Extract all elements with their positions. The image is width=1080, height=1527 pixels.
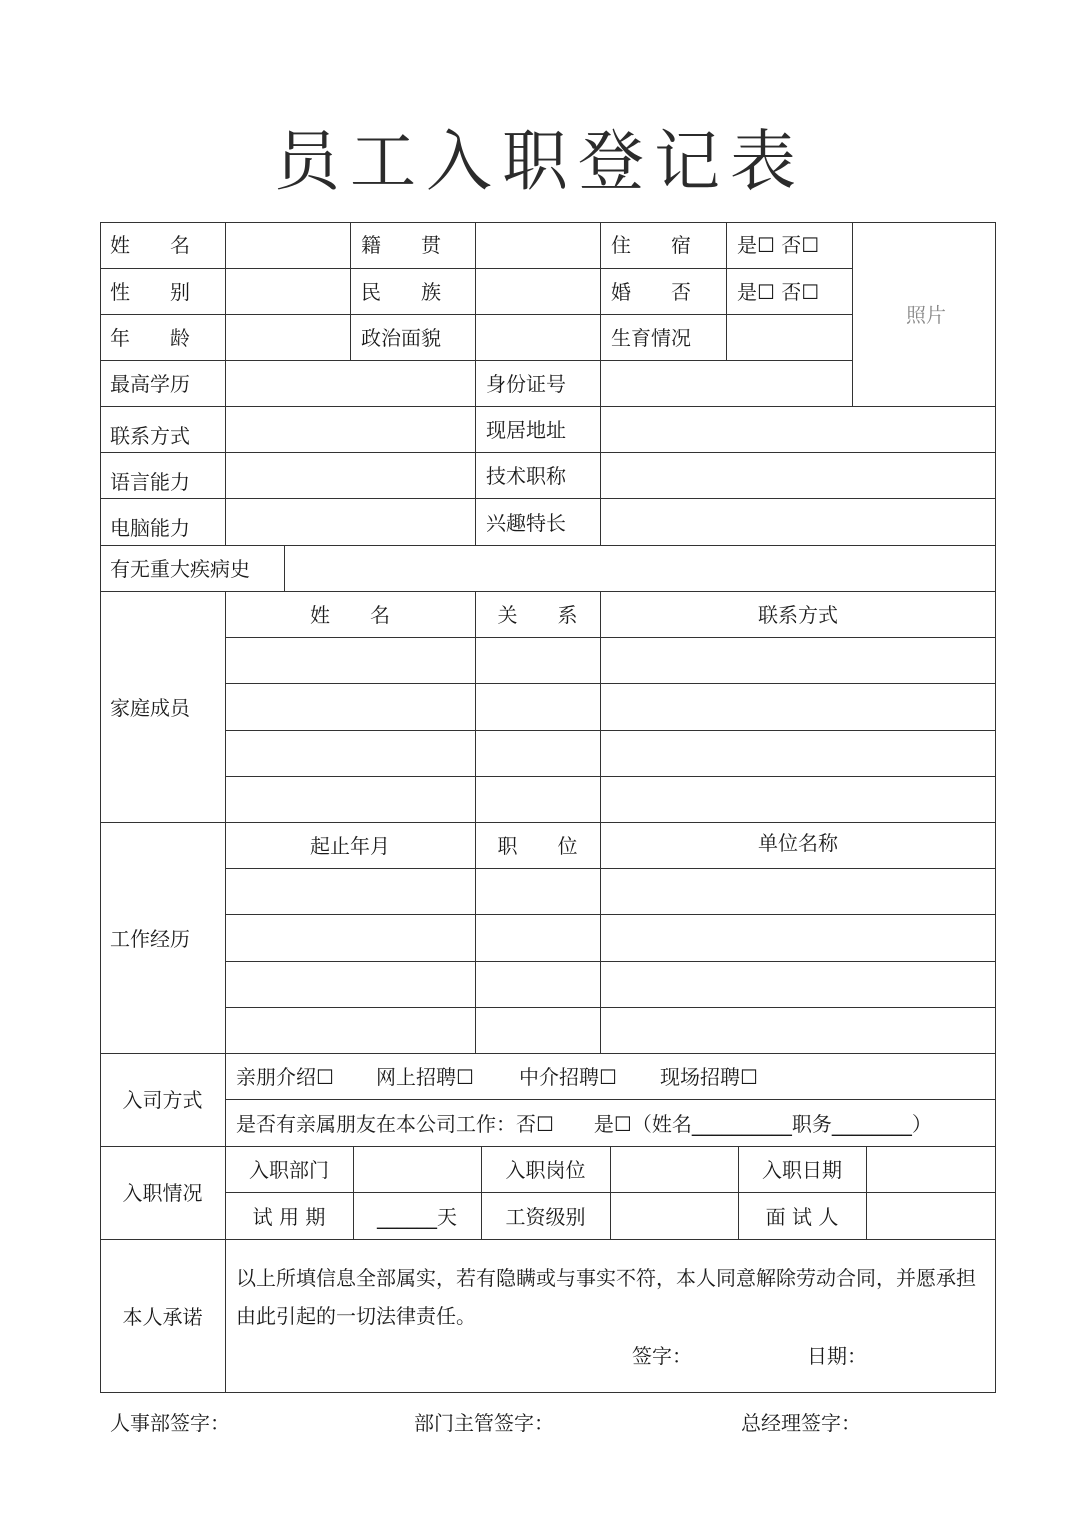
work-col-period: 起止年月 [310, 834, 390, 858]
form-title: 员工入职登记表 [274, 123, 806, 200]
relatives-question[interactable]: 是否有亲属朋友在本公司工作：否☐ 是☐（姓名__________职务________） [236, 1112, 932, 1136]
name-label: 姓 名 [110, 233, 190, 257]
politics-label: 政治面貌 [361, 326, 441, 350]
work-col-position: 职 位 [497, 834, 578, 858]
entry-option-referral[interactable]: 亲朋介绍☐ [236, 1065, 334, 1089]
registration-table [100, 222, 996, 1393]
family-label: 家庭成员 [110, 696, 190, 720]
gender-label: 性 别 [110, 280, 190, 304]
education-label: 最高学历 [110, 372, 190, 396]
entry-dept-label: 入职部门 [249, 1158, 329, 1182]
work-label: 工作经历 [110, 927, 190, 951]
entry-date-label: 入职日期 [762, 1158, 842, 1182]
salary-level-label: 工资级别 [505, 1205, 586, 1229]
probation-label: 试 用 期 [252, 1205, 326, 1229]
family-col-relation: 关 系 [497, 603, 578, 627]
promise-text: 以上所填信息全部属实，若有隐瞒或与事实不符，本人同意解除劳动合同，并愿承担由此引起的一切法律责任。 [236, 1266, 976, 1328]
entry-status-label: 入职情况 [122, 1181, 203, 1205]
entry-method-label: 入司方式 [122, 1088, 203, 1112]
age-label: 年 龄 [110, 326, 190, 350]
origin-label: 籍 贯 [361, 233, 441, 257]
dorm-label: 住 宿 [611, 233, 691, 257]
childbirth-label: 生育情况 [611, 326, 691, 350]
entry-option-agency[interactable]: 中介招聘☐ [519, 1065, 617, 1089]
illness-label: 有无重大疾病史 [110, 557, 250, 581]
promise-sign[interactable]: 签字： [632, 1344, 692, 1368]
computer-label: 电脑能力 [110, 516, 190, 540]
dorm-checkboxes[interactable]: 是☐ 否☐ [737, 233, 820, 257]
promise-date[interactable]: 日期： [807, 1344, 867, 1368]
probation-days[interactable]: ______天 [377, 1205, 457, 1229]
dept-signature[interactable]: 部门主管签字： [414, 1411, 554, 1435]
hobby-label: 兴趣特长 [486, 511, 566, 535]
contact-label: 联系方式 [110, 424, 190, 448]
hr-signature[interactable]: 人事部签字： [110, 1411, 230, 1435]
language-label: 语言能力 [110, 470, 190, 494]
ethnic-label: 民 族 [361, 280, 441, 304]
marriage-label: 婚 否 [611, 280, 691, 304]
gm-signature[interactable]: 总经理签字： [741, 1411, 861, 1435]
entry-option-onsite[interactable]: 现场招聘☐ [660, 1065, 758, 1089]
family-col-name: 姓 名 [310, 603, 390, 627]
promise-label: 本人承诺 [122, 1305, 203, 1329]
photo-placeholder[interactable]: 照片 [906, 303, 946, 327]
work-col-company: 单位名称 [758, 831, 838, 855]
marriage-checkboxes[interactable]: 是☐ 否☐ [737, 280, 820, 304]
entry-option-online[interactable]: 网上招聘☐ [376, 1065, 474, 1089]
id-number-label: 身份证号 [486, 372, 566, 396]
interviewer-label: 面 试 人 [765, 1205, 839, 1229]
title-rank-label: 技术职称 [486, 464, 566, 488]
address-label: 现居地址 [486, 418, 566, 442]
family-col-contact: 联系方式 [758, 603, 838, 627]
entry-post-label: 入职岗位 [505, 1158, 586, 1182]
